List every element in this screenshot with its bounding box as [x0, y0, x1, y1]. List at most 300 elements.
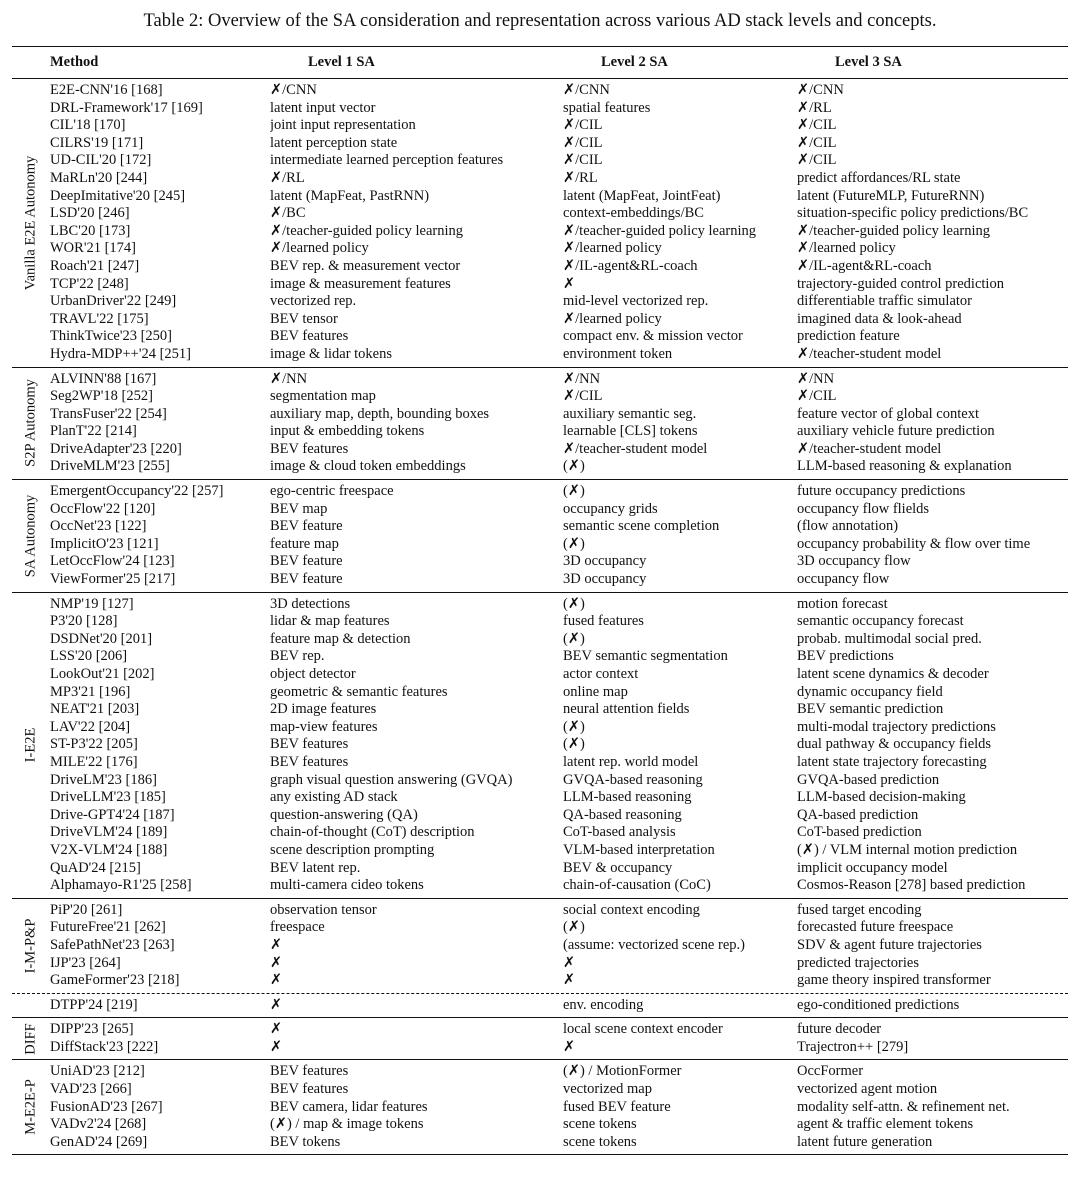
level3-cell: LLM-based decision-making — [797, 789, 966, 806]
table-row — [50, 1081, 1068, 1099]
table-row — [50, 997, 1068, 1015]
overview-table — [12, 46, 1068, 1155]
table-row — [50, 293, 1068, 311]
level3-cell: Cosmos-Reason [278] based prediction — [797, 877, 1026, 894]
level2-cell: neural attention fields — [563, 701, 690, 718]
level1-cell: lidar & map features — [270, 613, 390, 630]
level2-cell: local scene context encoder — [563, 1021, 723, 1038]
table-group — [12, 480, 1068, 593]
header-level3: Level 3 SA — [835, 54, 902, 70]
group-label: Vanilla E2E Autonomy — [22, 155, 39, 291]
level1-cell: object detector — [270, 666, 356, 682]
level2-cell: ✗ — [563, 972, 576, 989]
method-cell: MP3'21 [196] — [50, 683, 131, 700]
level3-cell: dual pathway & occupancy fields — [797, 736, 992, 753]
level3-cell: ✗/RL — [797, 99, 832, 116]
level2-cell: env. encoding — [563, 996, 644, 1013]
table-row — [50, 152, 1068, 170]
group-label: I-M-P&P — [22, 918, 39, 974]
level1-cell: ✗/CNN — [270, 82, 317, 98]
level1-cell: image & cloud token embeddings — [270, 458, 466, 475]
level1-cell: BEV feature — [270, 571, 343, 588]
level1-cell: BEV latent rep. — [270, 859, 361, 876]
level1-cell: feature map & detection — [270, 630, 411, 647]
method-cell: TransFuser'22 [254] — [50, 405, 167, 422]
method-cell: EmergentOccupancy'22 [257] — [50, 483, 224, 500]
table-row — [50, 772, 1068, 790]
method-cell: DIPP'23 [265] — [50, 1021, 134, 1038]
method-cell: LAV'22 [204] — [50, 718, 131, 735]
method-cell: DSDNet'20 [201] — [50, 630, 153, 647]
method-cell: Drive-GPT4'24 [187] — [50, 806, 175, 823]
level2-cell: ✗/CIL — [563, 134, 603, 151]
level1-cell: ✗ — [270, 1038, 283, 1055]
method-cell: IJP'23 [264] — [50, 954, 121, 971]
level2-cell: scene tokens — [563, 1133, 637, 1150]
level1-cell: BEV rep. — [270, 648, 325, 665]
table-row — [50, 258, 1068, 276]
table-row — [50, 536, 1068, 554]
level2-cell: ✗/CIL — [563, 117, 603, 134]
level2-cell: fused BEV feature — [563, 1098, 671, 1115]
method-cell: PiP'20 [261] — [50, 901, 123, 918]
level3-cell: semantic occupancy forecast — [797, 613, 964, 630]
level3-cell: (✗) / VLM internal motion prediction — [797, 841, 1018, 858]
level3-cell: ✗/CIL — [797, 388, 837, 405]
level2-cell: (✗) — [563, 535, 585, 552]
level1-cell: vectorized rep. — [270, 293, 357, 310]
level3-cell: ✗/teacher-guided policy learning — [797, 222, 991, 239]
group-rows — [50, 899, 1068, 993]
method-cell: DTPP'24 [219] — [50, 996, 138, 1013]
level3-cell: CoT-based prediction — [797, 824, 922, 841]
group-label: DIFF — [22, 1023, 39, 1055]
level1-cell: BEV features — [270, 1063, 349, 1080]
table-row — [50, 824, 1068, 842]
level3-cell: ✗/CIL — [797, 117, 837, 134]
level2-cell: environment token — [563, 345, 673, 362]
table-row — [50, 441, 1068, 459]
level3-cell: latent scene dynamics & decoder — [797, 666, 989, 682]
table-row — [50, 919, 1068, 937]
table-row — [50, 613, 1068, 631]
level3-cell: differentiable traffic simulator — [797, 293, 973, 310]
table-row — [50, 82, 1068, 100]
table-row — [50, 648, 1068, 666]
level1-cell: ✗ — [270, 996, 283, 1013]
level1-cell: ✗/teacher-guided policy learning — [270, 222, 464, 239]
level2-cell: BEV semantic segmentation — [563, 648, 728, 665]
level2-cell: ✗/CNN — [563, 82, 610, 98]
group-label-cell — [12, 1018, 50, 1059]
table-row — [50, 1134, 1068, 1152]
level3-cell: ✗/CIL — [797, 134, 837, 151]
table-row — [50, 902, 1068, 920]
method-cell: LookOut'21 [202] — [50, 666, 155, 682]
table-row — [50, 754, 1068, 772]
group-label-cell — [12, 899, 50, 993]
method-cell: ThinkTwice'23 [250] — [50, 328, 172, 345]
method-cell: DeepImitative'20 [245] — [50, 187, 186, 204]
group-rows — [50, 79, 1068, 367]
table-row — [50, 423, 1068, 441]
method-cell: CILRS'19 [171] — [50, 134, 144, 151]
level1-cell: latent (MapFeat, PastRNN) — [270, 187, 430, 204]
method-cell: FusionAD'23 [267] — [50, 1098, 163, 1115]
level3-cell: GVQA-based prediction — [797, 771, 940, 788]
header-method: Method — [50, 54, 99, 70]
group-label-cell — [12, 593, 50, 898]
level2-cell: occupancy grids — [563, 500, 658, 517]
level2-cell: ✗/teacher-student model — [563, 440, 708, 457]
method-cell: UD-CIL'20 [172] — [50, 152, 152, 169]
method-cell: GenAD'24 [269] — [50, 1133, 148, 1150]
level3-cell: trajectory-guided control prediction — [797, 275, 1004, 292]
table-group — [12, 593, 1068, 899]
method-cell: GameFormer'23 [218] — [50, 972, 180, 989]
method-cell: DRL-Framework'17 [169] — [50, 99, 203, 116]
level3-cell: fused target encoding — [797, 901, 922, 918]
level3-cell: multi-modal trajectory predictions — [797, 718, 996, 735]
level3-cell: predicted trajectories — [797, 954, 919, 971]
level2-cell: spatial features — [563, 99, 651, 116]
level3-cell: situation-specific policy predictions/BC — [797, 205, 1029, 222]
table-row — [50, 458, 1068, 476]
table-row — [50, 631, 1068, 649]
level1-cell: question-answering (QA) — [270, 806, 418, 823]
level2-cell: (✗) — [563, 483, 585, 500]
method-cell: DriveAdapter'23 [220] — [50, 440, 182, 457]
level2-cell: CoT-based analysis — [563, 824, 676, 841]
level3-cell: ego-conditioned predictions — [797, 996, 960, 1013]
group-rows — [50, 994, 1068, 1018]
level2-cell: (assume: vectorized scene rep.) — [563, 936, 745, 953]
level1-cell: graph visual question answering (GVQA) — [270, 771, 513, 788]
level3-cell: ✗/CNN — [797, 82, 844, 98]
method-cell: DriveVLM'24 [189] — [50, 824, 168, 841]
method-cell: NMP'19 [127] — [50, 595, 134, 612]
level3-cell: occupancy flow — [797, 571, 890, 588]
group-label: I-E2E — [22, 727, 39, 763]
level1-cell: observation tensor — [270, 901, 377, 918]
level2-cell: learnable [CLS] tokens — [563, 423, 698, 440]
level3-cell: game theory inspired transformer — [797, 972, 991, 989]
method-cell: NEAT'21 [203] — [50, 701, 140, 718]
method-cell: LBC'20 [173] — [50, 222, 131, 239]
table-row — [50, 240, 1068, 258]
header-level2: Level 2 SA — [601, 54, 668, 70]
level2-cell: (✗) — [563, 736, 585, 753]
level1-cell: BEV camera, lidar features — [270, 1098, 428, 1115]
level3-cell: agent & traffic element tokens — [797, 1116, 974, 1133]
level2-cell: latent (MapFeat, JointFeat) — [563, 187, 721, 204]
level1-cell: ✗ — [270, 954, 283, 971]
level3-cell: motion forecast — [797, 595, 888, 612]
level3-cell: (flow annotation) — [797, 518, 899, 535]
table-row — [50, 346, 1068, 364]
group-label-cell — [12, 480, 50, 592]
level3-cell: feature vector of global context — [797, 405, 979, 422]
level1-cell: scene description prompting — [270, 841, 435, 858]
method-cell: DriveLM'23 [186] — [50, 771, 157, 788]
level1-cell: geometric & semantic features — [270, 683, 448, 700]
method-cell: DriveMLM'23 [255] — [50, 458, 170, 475]
level2-cell: ✗ — [563, 954, 576, 971]
level1-cell: ego-centric freespace — [270, 483, 394, 500]
table-row — [50, 371, 1068, 389]
table-row — [50, 972, 1068, 990]
level3-cell: occupancy flow flields — [797, 500, 930, 517]
level1-cell: BEV rep. & measurement vector — [270, 257, 461, 274]
level3-cell: latent state trajectory forecasting — [797, 753, 987, 770]
level2-cell: chain-of-causation (CoC) — [563, 877, 711, 894]
group-label-cell — [12, 79, 50, 367]
level3-cell: predict affordances/RL state — [797, 169, 961, 186]
level1-cell: segmentation map — [270, 388, 376, 405]
table-group — [12, 1060, 1068, 1154]
table-row — [50, 311, 1068, 329]
level3-cell: future occupancy predictions — [797, 483, 966, 500]
level3-cell: implicit occupancy model — [797, 859, 948, 876]
level3-cell: ✗/IL-agent&RL-coach — [797, 257, 932, 274]
level1-cell: 3D detections — [270, 595, 351, 612]
level2-cell: compact env. & mission vector — [563, 328, 743, 345]
level3-cell: LLM-based reasoning & explanation — [797, 458, 1012, 475]
level1-cell: BEV feature — [270, 518, 343, 535]
table-group — [12, 1018, 1068, 1060]
group-label-cell — [12, 1060, 50, 1154]
table-body — [12, 79, 1068, 1154]
method-cell: ViewFormer'25 [217] — [50, 571, 176, 588]
level1-cell: any existing AD stack — [270, 789, 398, 806]
table-header-row — [12, 47, 1068, 79]
level1-cell: auxiliary map, depth, bounding boxes — [270, 405, 490, 422]
level2-cell: (✗) — [563, 595, 585, 612]
level1-cell: intermediate learned perception features — [270, 152, 504, 169]
level2-cell: ✗ — [563, 275, 576, 292]
level2-cell: (✗) — [563, 630, 585, 647]
level2-cell: ✗/learned policy — [563, 310, 662, 327]
level3-cell: ✗/learned policy — [797, 240, 896, 257]
level1-cell: chain-of-thought (CoT) description — [270, 824, 475, 841]
table-row — [50, 1116, 1068, 1134]
table-row — [50, 596, 1068, 614]
method-cell: UniAD'23 [212] — [50, 1063, 145, 1080]
level1-cell: latent perception state — [270, 134, 398, 151]
table-row — [50, 719, 1068, 737]
table-row — [50, 518, 1068, 536]
level2-cell: 3D occupancy — [563, 553, 647, 570]
level2-cell: QA-based reasoning — [563, 806, 682, 823]
level3-cell: occupancy probability & flow over time — [797, 535, 1031, 552]
level2-cell: vectorized map — [563, 1081, 652, 1098]
table-row — [50, 388, 1068, 406]
method-cell: WOR'21 [174] — [50, 240, 136, 257]
table-row — [50, 842, 1068, 860]
level2-cell: fused features — [563, 613, 644, 630]
level2-cell: ✗/CIL — [563, 152, 603, 169]
level2-cell: semantic scene completion — [563, 518, 720, 535]
level2-cell: GVQA-based reasoning — [563, 771, 703, 788]
table-row — [50, 937, 1068, 955]
table-row — [50, 666, 1068, 684]
method-cell: FutureFree'21 [262] — [50, 919, 166, 936]
level3-cell: forecasted future freespace — [797, 919, 954, 936]
method-cell: TCP'22 [248] — [50, 275, 129, 292]
table-group — [12, 79, 1068, 368]
table-row — [50, 553, 1068, 571]
table-row — [50, 736, 1068, 754]
level1-cell: BEV feature — [270, 553, 343, 570]
method-cell: CIL'18 [170] — [50, 117, 126, 134]
method-cell: UrbanDriver'22 [249] — [50, 293, 177, 310]
table-row — [50, 1021, 1068, 1039]
level2-cell: social context encoding — [563, 901, 700, 918]
group-label: SA Autonomy — [22, 494, 39, 578]
method-cell: V2X-VLM'24 [188] — [50, 841, 168, 858]
method-cell: LSD'20 [246] — [50, 205, 130, 222]
table-row — [50, 100, 1068, 118]
table-row — [50, 276, 1068, 294]
table-row — [50, 1039, 1068, 1057]
level3-cell: ✗/CIL — [797, 152, 837, 169]
group-label-cell — [12, 368, 50, 480]
level1-cell: BEV features — [270, 1081, 349, 1098]
table-row — [50, 135, 1068, 153]
group-label: S2P Autonomy — [22, 379, 39, 468]
level2-cell: 3D occupancy — [563, 571, 647, 588]
level1-cell: joint input representation — [270, 117, 416, 134]
method-cell: VADv2'24 [268] — [50, 1116, 147, 1133]
level1-cell: BEV features — [270, 440, 349, 457]
table-row — [50, 807, 1068, 825]
level3-cell: modality self-attn. & refinement net. — [797, 1098, 1010, 1115]
table-row — [50, 1099, 1068, 1117]
table-row — [50, 170, 1068, 188]
method-cell: SafePathNet'23 [263] — [50, 936, 175, 953]
level2-cell: online map — [563, 683, 628, 700]
method-cell: DriveLLM'23 [185] — [50, 789, 166, 806]
level3-cell: prediction feature — [797, 328, 900, 345]
level3-cell: probab. multimodal social pred. — [797, 630, 982, 647]
method-cell: E2E-CNN'16 [168] — [50, 82, 163, 98]
level1-cell: ✗/BC — [270, 205, 306, 222]
table-row — [50, 684, 1068, 702]
method-cell: LetOccFlow'24 [123] — [50, 553, 175, 570]
level1-cell: ✗/learned policy — [270, 240, 369, 257]
level2-cell: (✗) — [563, 718, 585, 735]
table-row — [50, 406, 1068, 424]
level3-cell: Trajectron++ [279] — [797, 1038, 909, 1055]
group-label-cell — [12, 994, 50, 1018]
table-row — [50, 328, 1068, 346]
level3-cell: auxiliary vehicle future prediction — [797, 423, 995, 440]
level1-cell: (✗) / map & image tokens — [270, 1116, 424, 1133]
level1-cell: ✗/NN — [270, 370, 308, 387]
level3-cell: imagined data & look-ahead — [797, 310, 962, 327]
method-cell: ImplicitO'23 [121] — [50, 535, 159, 552]
level1-cell: ✗/RL — [270, 169, 305, 186]
level1-cell: freespace — [270, 919, 325, 936]
level3-cell: latent (FutureMLP, FutureRNN) — [797, 187, 985, 204]
group-rows — [50, 1060, 1068, 1154]
group-label: M-E2E-P — [22, 1079, 39, 1136]
level1-cell: feature map — [270, 535, 339, 552]
level2-cell: (✗) — [563, 919, 585, 936]
method-cell: VAD'23 [266] — [50, 1081, 132, 1098]
method-cell: ST-P3'22 [205] — [50, 736, 138, 753]
level3-cell: QA-based prediction — [797, 806, 919, 823]
level2-cell: ✗/teacher-guided policy learning — [563, 222, 757, 239]
table-row — [50, 877, 1068, 895]
group-rows — [50, 1018, 1068, 1059]
level2-cell: (✗) — [563, 458, 585, 475]
method-cell: Alphamayo-R1'25 [258] — [50, 877, 192, 894]
table-row — [50, 117, 1068, 135]
group-rows — [50, 593, 1068, 898]
method-cell: MILE'22 [176] — [50, 753, 138, 770]
method-cell: PlanT'22 [214] — [50, 423, 137, 440]
level1-cell: BEV features — [270, 328, 349, 345]
level3-cell: future decoder — [797, 1021, 882, 1038]
level2-cell: latent rep. world model — [563, 753, 699, 770]
level1-cell: image & measurement features — [270, 275, 451, 292]
table-caption: Table 2: Overview of the SA consideration and representation across various AD stack levels and concepts. — [143, 11, 937, 31]
method-cell: Seg2WP'18 [252] — [50, 388, 153, 405]
level2-cell: context-embeddings/BC — [563, 205, 704, 222]
level2-cell: LLM-based reasoning — [563, 789, 692, 806]
level2-cell: actor context — [563, 666, 639, 682]
method-cell: TRAVL'22 [175] — [50, 310, 149, 327]
table-row — [50, 501, 1068, 519]
level1-cell: BEV features — [270, 753, 349, 770]
method-cell: DiffStack'23 [222] — [50, 1038, 159, 1055]
level2-cell: ✗ — [563, 1038, 576, 1055]
level2-cell: ✗/NN — [563, 370, 601, 387]
table-row — [50, 571, 1068, 589]
level3-cell: BEV semantic prediction — [797, 701, 944, 718]
table-row — [50, 223, 1068, 241]
group-rows — [50, 480, 1068, 592]
method-cell: Hydra-MDP++'24 [251] — [50, 345, 191, 362]
table-row — [50, 483, 1068, 501]
method-cell: ALVINN'88 [167] — [50, 370, 157, 387]
level3-cell: BEV predictions — [797, 648, 894, 665]
table-row — [50, 860, 1068, 878]
table-group — [12, 368, 1068, 481]
table-group — [12, 899, 1068, 994]
level1-cell: BEV tensor — [270, 310, 338, 327]
table-row — [50, 955, 1068, 973]
level3-cell: OccFormer — [797, 1063, 864, 1080]
method-cell: LSS'20 [206] — [50, 648, 128, 665]
level2-cell: VLM-based interpretation — [563, 841, 715, 858]
level2-cell: scene tokens — [563, 1116, 637, 1133]
table-row — [50, 188, 1068, 206]
level2-cell: ✗/IL-agent&RL-coach — [563, 257, 698, 274]
level1-cell: map-view features — [270, 718, 378, 735]
level1-cell: multi-camera cideo tokens — [270, 877, 424, 894]
level1-cell: ✗ — [270, 936, 283, 953]
group-rows — [50, 368, 1068, 480]
level2-cell: mid-level vectorized rep. — [563, 293, 709, 310]
level3-cell: ✗/teacher-student model — [797, 345, 942, 362]
level3-cell: dynamic occupancy field — [797, 683, 943, 700]
level1-cell: ✗ — [270, 972, 283, 989]
level3-cell: vectorized agent motion — [797, 1081, 938, 1098]
table-group — [12, 994, 1068, 1019]
method-cell: Roach'21 [247] — [50, 257, 140, 274]
